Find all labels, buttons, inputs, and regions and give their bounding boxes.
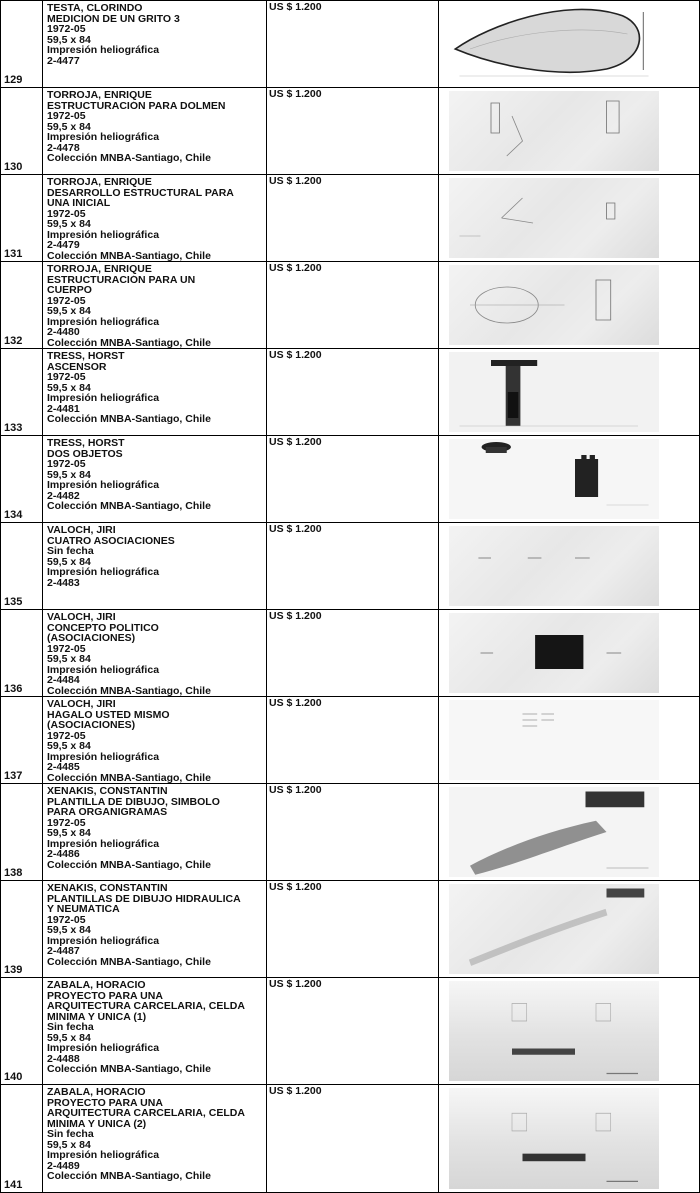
inventory-code: 2-4479 — [47, 240, 80, 251]
work-title-cont: ARQUITECTURA CARCELARIA, CELDA — [47, 1108, 245, 1119]
artwork-image — [449, 265, 659, 345]
lot-number: 138 — [1, 784, 43, 881]
work-date: 1972-05 — [47, 295, 86, 306]
artwork-thumbnail — [439, 610, 700, 697]
inventory-code: 2-4488 — [47, 1053, 80, 1064]
catalog-row — [1, 784, 700, 881]
lot-number: 130 — [1, 88, 43, 175]
lot-description — [43, 978, 267, 1085]
lot-price: US $ 1.200 — [267, 523, 439, 610]
artwork-thumbnail — [439, 436, 700, 523]
lot-number: 135 — [1, 523, 43, 610]
artwork-thumbnail — [439, 1, 700, 88]
lot-price: US $ 1.200 — [267, 88, 439, 175]
work-date: 1972-05 — [47, 914, 86, 925]
work-title: PLANTILLA DE DIBUJO, SÍMBOLO — [47, 796, 220, 807]
artist-name: TRESS, HORST — [47, 438, 125, 449]
artwork-image — [449, 884, 659, 974]
lot-price: US $ 1.200 — [267, 978, 439, 1085]
lot-description — [43, 175, 267, 262]
work-title: ESTRUCTURACIÓN PARA UN — [47, 274, 196, 285]
work-date: 1972-05 — [47, 643, 86, 654]
inventory-code: 2-4480 — [47, 327, 80, 338]
inventory-code: 2-4484 — [47, 675, 80, 686]
catalog-rows — [1, 1, 700, 1193]
work-date: Sin fecha — [47, 546, 94, 557]
catalog-row — [1, 436, 700, 523]
work-title: CUATRO ASOCIACIONES — [47, 535, 175, 546]
lot-number: 140 — [1, 978, 43, 1085]
lot-description — [43, 523, 267, 610]
lot-price: US $ 1.200 — [267, 1085, 439, 1193]
artist-name: XENAKIS, CONSTANTIN — [47, 883, 168, 894]
artwork-image — [449, 981, 659, 1081]
work-title: MEDICIÓN DE UN GRITO 3 — [47, 13, 180, 24]
work-dimensions: 59,5 x 84 — [47, 741, 91, 752]
inventory-code: 2-4487 — [47, 946, 80, 957]
lot-price: US $ 1.200 — [267, 610, 439, 697]
work-title: DESARROLLO ESTRUCTURAL PARA — [47, 187, 234, 198]
work-technique: Impresión heliográfica — [47, 480, 160, 491]
collection-note: Colección MNBA-Santiago, Chile — [47, 250, 211, 261]
catalog-row — [1, 978, 700, 1085]
lot-number: 141 — [1, 1085, 43, 1193]
catalog-row — [1, 349, 700, 436]
lot-description — [43, 88, 267, 175]
inventory-code: 2-4477 — [47, 55, 80, 66]
work-title: CONCEPTO POLÍTICO — [47, 622, 159, 633]
work-technique: Impresión heliográfica — [47, 1043, 160, 1054]
inventory-code: 2-4489 — [47, 1160, 80, 1171]
work-title: PLANTILLAS DE DIBUJO HIDRÁULICA — [47, 893, 241, 904]
work-dimensions: 59,5 x 84 — [47, 1139, 91, 1150]
artist-name: TRESS, HORST — [47, 351, 125, 362]
catalog-row — [1, 175, 700, 262]
inventory-code: 2-4486 — [47, 849, 80, 860]
artwork-image — [449, 787, 659, 877]
work-technique: Impresión heliográfica — [47, 1150, 160, 1161]
work-dimensions: 59,5 x 84 — [47, 925, 91, 936]
inventory-code: 2-4485 — [47, 762, 80, 773]
catalog-row — [1, 1, 700, 88]
collection-note: Colección MNBA-Santiago, Chile — [47, 337, 211, 348]
collection-note: Colección MNBA-Santiago, Chile — [47, 772, 211, 783]
catalog-row — [1, 881, 700, 978]
lot-price: US $ 1.200 — [267, 349, 439, 436]
lot-price: US $ 1.200 — [267, 175, 439, 262]
lot-price: US $ 1.200 — [267, 1, 439, 88]
collection-note: Colección MNBA-Santiago, Chile — [47, 1171, 211, 1182]
work-title: DOS OBJETOS — [47, 448, 123, 459]
collection-note: Colección MNBA-Santiago, Chile — [47, 1064, 211, 1075]
work-dimensions: 59,5 x 84 — [47, 306, 91, 317]
artwork-thumbnail — [439, 262, 700, 349]
artist-name: XENAKIS, CONSTANTIN — [47, 786, 168, 797]
artwork-thumbnail — [439, 88, 700, 175]
work-date: 1972-05 — [47, 817, 86, 828]
artwork-thumbnail — [439, 881, 700, 978]
work-technique: Impresión heliográfica — [47, 45, 160, 56]
artwork-image — [449, 700, 659, 780]
inventory-code: 2-4481 — [47, 403, 80, 414]
lot-number: 137 — [1, 697, 43, 784]
work-technique: Impresión heliográfica — [47, 132, 160, 143]
lot-description — [43, 1085, 267, 1193]
work-technique: Impresión heliográfica — [47, 838, 160, 849]
artwork-thumbnail — [439, 349, 700, 436]
inventory-code: 2-4478 — [47, 142, 80, 153]
inventory-code: 2-4482 — [47, 490, 80, 501]
catalog-row — [1, 88, 700, 175]
artist-name: VALOCH, JIRI — [47, 525, 116, 536]
artwork-image — [449, 4, 659, 84]
work-title-cont: (ASOCIACIONES) — [47, 633, 136, 644]
work-title-cont: Y NEUMÁTICA — [47, 904, 120, 915]
artist-name: VALOCH, JIRI — [47, 612, 116, 623]
catalog-row — [1, 523, 700, 610]
work-title: ASCENSOR — [47, 361, 107, 372]
artist-name: ZABALA, HORACIO — [47, 1087, 146, 1098]
work-title-cont: MÍNIMA Y ÚNICA (2) — [47, 1118, 147, 1129]
inventory-code: 2-4483 — [47, 577, 80, 588]
lot-description — [43, 784, 267, 881]
lot-description — [43, 1, 267, 88]
work-title-cont: MÍNIMA Y ÚNICA (1) — [47, 1011, 147, 1022]
lot-description — [43, 262, 267, 349]
collection-note: Colección MNBA-Santiago, Chile — [47, 956, 211, 967]
work-title: PROYECTO PARA UNA — [47, 1097, 163, 1108]
catalog-row — [1, 262, 700, 349]
work-date: Sin fecha — [47, 1129, 94, 1140]
artist-name: TORROJA, ENRIQUE — [47, 177, 152, 188]
collection-note: Colección MNBA-Santiago, Chile — [47, 414, 211, 425]
artwork-thumbnail — [439, 784, 700, 881]
lot-description — [43, 610, 267, 697]
work-title-cont: (ASOCIACIONES) — [47, 720, 136, 731]
artwork-image — [449, 526, 659, 606]
lot-price: US $ 1.200 — [267, 784, 439, 881]
work-technique: Impresión heliográfica — [47, 393, 160, 404]
lot-description — [43, 436, 267, 523]
work-title-cont: PARA ORGANIGRAMAS — [47, 807, 168, 818]
work-date: 1972-05 — [47, 24, 86, 35]
artwork-thumbnail — [439, 1085, 700, 1193]
artist-name: VALOCH, JIRI — [47, 699, 116, 710]
work-dimensions: 59,5 x 84 — [47, 556, 91, 567]
work-technique: Impresión heliográfica — [47, 751, 160, 762]
collection-note: Colección MNBA-Santiago, Chile — [47, 859, 211, 870]
lot-number: 136 — [1, 610, 43, 697]
artwork-thumbnail — [439, 175, 700, 262]
work-dimensions: 59,5 x 84 — [47, 219, 91, 230]
artwork-image — [449, 1088, 659, 1189]
work-technique: Impresión heliográfica — [47, 935, 160, 946]
collection-note: Colección MNBA-Santiago, Chile — [47, 501, 211, 512]
lot-price: US $ 1.200 — [267, 436, 439, 523]
lot-number: 139 — [1, 881, 43, 978]
work-dimensions: 59,5 x 84 — [47, 34, 91, 45]
work-technique: Impresión heliográfica — [47, 229, 160, 240]
work-title-cont: ARQUITECTURA CARCELARIA, CELDA — [47, 1001, 245, 1012]
artwork-thumbnail — [439, 978, 700, 1085]
lot-price: US $ 1.200 — [267, 881, 439, 978]
collection-note: Colección MNBA-Santiago, Chile — [47, 685, 211, 696]
work-title: ESTRUCTURACIÓN PARA DOLMEN — [47, 100, 226, 111]
artwork-image — [449, 613, 659, 693]
work-dimensions: 59,5 x 84 — [47, 121, 91, 132]
work-title-cont: CUERPO — [47, 285, 92, 296]
artwork-thumbnail — [439, 523, 700, 610]
work-date: 1972-05 — [47, 730, 86, 741]
catalog-row — [1, 697, 700, 784]
lot-price: US $ 1.200 — [267, 697, 439, 784]
work-dimensions: 59,5 x 84 — [47, 654, 91, 665]
work-dimensions: 59,5 x 84 — [47, 828, 91, 839]
work-dimensions: 59,5 x 84 — [47, 469, 91, 480]
work-technique: Impresión heliográfica — [47, 316, 160, 327]
lot-number: 129 — [1, 1, 43, 88]
artwork-image — [449, 91, 659, 171]
artwork-image — [449, 178, 659, 258]
work-date: 1972-05 — [47, 111, 86, 122]
artwork-thumbnail — [439, 697, 700, 784]
artist-name: TORROJA, ENRIQUE — [47, 90, 152, 101]
work-title-cont: UNA INICIAL — [47, 198, 111, 209]
artist-name: ZABALA, HORACIO — [47, 980, 146, 991]
lot-description — [43, 697, 267, 784]
artist-name: TORROJA, ENRIQUE — [47, 264, 152, 275]
lot-number: 131 — [1, 175, 43, 262]
artwork-image — [449, 439, 659, 519]
lot-description — [43, 881, 267, 978]
lot-price: US $ 1.200 — [267, 262, 439, 349]
catalog-row — [1, 610, 700, 697]
work-dimensions: 59,5 x 84 — [47, 382, 91, 393]
collection-note: Colección MNBA-Santiago, Chile — [47, 153, 211, 164]
catalog-row — [1, 1085, 700, 1193]
work-date: Sin fecha — [47, 1022, 94, 1033]
lot-number: 134 — [1, 436, 43, 523]
work-dimensions: 59,5 x 84 — [47, 1032, 91, 1043]
artwork-image — [449, 352, 659, 432]
lot-number: 133 — [1, 349, 43, 436]
work-date: 1972-05 — [47, 208, 86, 219]
work-technique: Impresión heliográfica — [47, 664, 160, 675]
work-date: 1972-05 — [47, 459, 86, 470]
work-technique: Impresión heliográfica — [47, 567, 160, 578]
lot-number: 132 — [1, 262, 43, 349]
lot-description — [43, 349, 267, 436]
work-title: PROYECTO PARA UNA — [47, 990, 163, 1001]
work-date: 1972-05 — [47, 372, 86, 383]
artist-name: TESTA, CLORINDO — [47, 3, 143, 14]
work-title: HÁGALO USTED MISMO — [47, 709, 170, 720]
